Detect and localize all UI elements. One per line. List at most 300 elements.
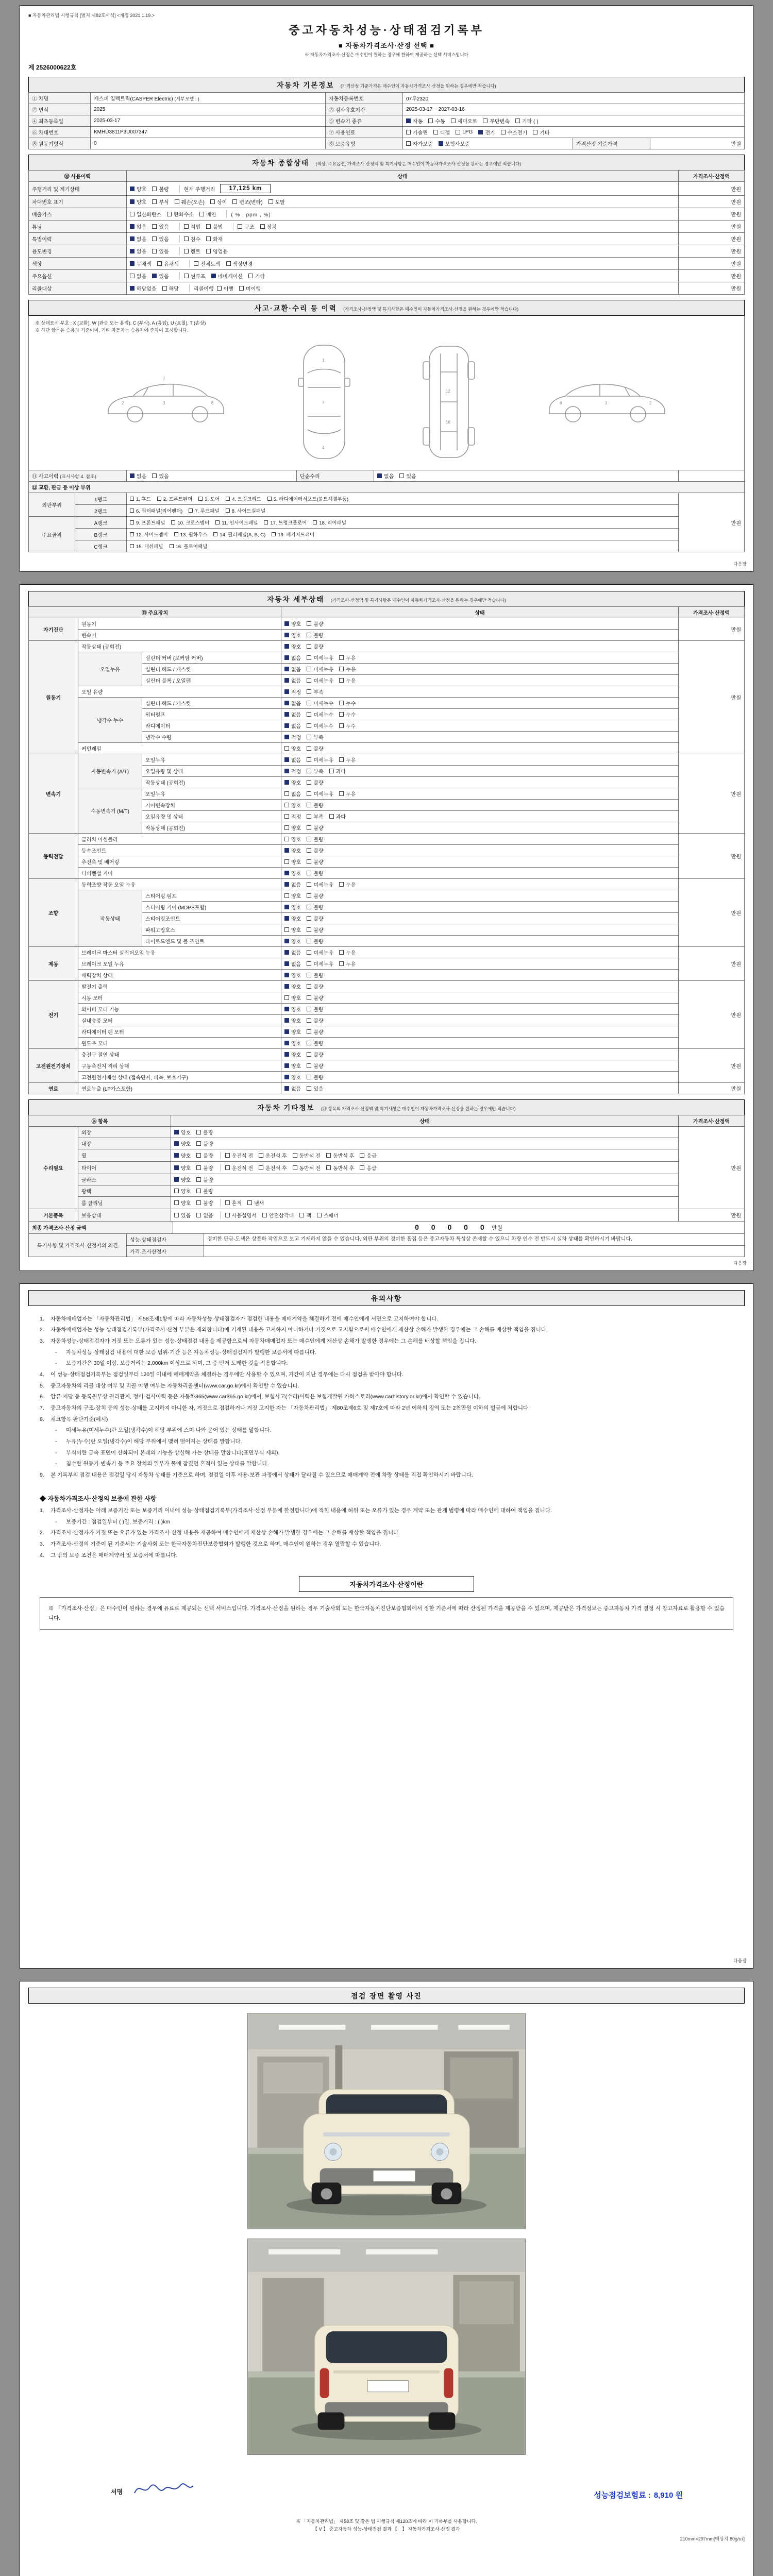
notice-item (55, 1517, 733, 1527)
device-item: 스티어링 기어 (MDPS포함) (142, 902, 281, 913)
checkbox-option[interactable]: 불량 (307, 937, 323, 945)
checkbox-option[interactable]: 불량 (307, 869, 323, 877)
checkbox-option[interactable]: 불량 (196, 1164, 213, 1172)
checkbox-option[interactable]: 기타 (533, 128, 549, 136)
checkbox-option[interactable]: 없음 (284, 722, 301, 730)
exchange-panel-table (28, 481, 745, 552)
panel-item: 9. 프론트패널 (130, 519, 165, 526)
rank-label: 2랭크 (75, 505, 127, 517)
checkbox-option[interactable]: 양호 (284, 824, 301, 832)
checkbox-option[interactable]: 없음 (284, 699, 301, 707)
checkbox-option[interactable]: 전기 (478, 128, 495, 136)
panel-rank-row (29, 540, 745, 552)
checkbox-option[interactable]: 세미오토 (451, 117, 478, 125)
checkbox-option[interactable]: 없음 (130, 235, 146, 243)
checkbox-option[interactable]: 누수 (339, 699, 356, 707)
checkbox-option[interactable]: 냄새 (247, 1199, 264, 1207)
panel-checkbox[interactable] (130, 520, 134, 524)
checkbox-option[interactable]: 양호 (130, 198, 146, 206)
checkbox-option[interactable]: 없음 (284, 790, 301, 798)
unchecked-checkbox-icon (299, 1213, 304, 1217)
unchecked-checkbox-icon (307, 689, 311, 694)
checkbox-option[interactable]: 불량 (307, 642, 323, 650)
device-state (281, 936, 679, 947)
checkbox-option[interactable]: 응급 (360, 1151, 376, 1159)
checkbox-option[interactable]: 매연 (199, 210, 216, 218)
checkbox-option[interactable]: 수소전기 (501, 128, 528, 136)
device-state (281, 766, 679, 777)
checkbox-option[interactable]: 불량 (307, 1028, 323, 1036)
checked-checkbox-icon (284, 1063, 289, 1068)
checkbox-option[interactable]: 불량 (307, 1016, 323, 1024)
checkbox-option[interactable]: 불량 (307, 1039, 323, 1047)
checkbox-option[interactable]: 불량 (307, 846, 323, 854)
checkbox-option[interactable]: LPG (456, 129, 473, 135)
checkbox-option[interactable]: 양호 (174, 1176, 191, 1183)
checkbox-option[interactable]: 화재 (206, 235, 223, 243)
checkbox-option[interactable]: 있음 (399, 472, 416, 480)
checkbox-option[interactable]: 흔적 (225, 1199, 242, 1207)
device-item: 동력조향 작동 오일 누유 (78, 879, 281, 890)
checkbox-option[interactable]: 누유 (339, 790, 356, 798)
car-name: 캐스퍼 일렉트릭(CASPER Electric) (94, 96, 173, 102)
unchecked-checkbox-icon (307, 905, 311, 909)
checkbox-option[interactable]: 있음 (152, 272, 169, 280)
checkbox-option[interactable]: 일산화탄소 (130, 210, 161, 218)
checkbox-option[interactable]: 양호 (174, 1140, 191, 1147)
checkbox-option[interactable]: 색상변경 (226, 260, 253, 267)
notice-number: - (55, 1427, 57, 1434)
checkbox-option[interactable]: 없음 (284, 1084, 301, 1092)
checkbox-option[interactable]: 누유 (339, 880, 356, 888)
checkbox-option[interactable]: 양호 (284, 982, 301, 990)
panel-checkbox[interactable] (264, 520, 268, 524)
checkbox-option[interactable]: 양호 (174, 1187, 191, 1195)
checkbox-option[interactable]: 불법 (206, 223, 223, 230)
checkbox-option[interactable]: 불량 (307, 778, 323, 786)
checkbox-option[interactable]: 있음 (152, 472, 169, 480)
checkbox-option[interactable]: 없음 (130, 272, 146, 280)
checkbox-option[interactable]: 누유 (339, 960, 356, 968)
checkbox-option[interactable]: 없음 (377, 472, 394, 480)
etc-item: 광택 (78, 1185, 171, 1197)
price-cell: 만원 (679, 245, 745, 258)
checkbox-option[interactable]: 불량 (307, 971, 323, 979)
checkbox-option[interactable]: 미세누유 (307, 676, 333, 684)
checkbox-option[interactable]: 양호 (284, 994, 301, 1002)
panel-checkbox[interactable] (267, 497, 272, 501)
device-state (281, 970, 679, 981)
checkbox-option[interactable]: 양호 (284, 642, 301, 650)
checkbox-option[interactable]: 미세누유 (307, 756, 333, 764)
unchecked-checkbox-icon (307, 814, 311, 819)
etc-row (29, 1197, 745, 1209)
checkbox-option[interactable]: 없음 (130, 472, 146, 480)
usage-item: 튜닝 (29, 221, 127, 233)
checkbox-option[interactable]: 자가보증 (406, 140, 433, 147)
panel-checkbox[interactable] (226, 497, 230, 501)
panel-checkbox[interactable] (174, 532, 178, 536)
checkbox-option[interactable]: 불량 (307, 903, 323, 911)
checkbox-option[interactable]: 불량 (307, 835, 323, 843)
panel-checkbox[interactable] (170, 544, 174, 548)
checkbox-option[interactable]: 구조 (238, 223, 254, 230)
unchecked-checkbox-icon (360, 1153, 364, 1158)
checkbox-option[interactable]: 적정 (284, 767, 301, 775)
checkbox-option[interactable]: 불량 (307, 892, 323, 900)
footer-line-2: 【 V 】 중고자동차 성능·상태점검 결과 【 】 자동차가격조사·산정 결과 (313, 2526, 460, 2532)
unchecked-checkbox-icon (307, 995, 311, 1000)
price-cell: 만원 (679, 1049, 745, 1083)
etc-state (171, 1209, 679, 1222)
unchecked-checkbox-icon (307, 735, 311, 739)
svg-text:3: 3 (604, 401, 608, 405)
checkbox-option[interactable]: 없음 (284, 710, 301, 718)
checkbox-option[interactable]: 양호 (284, 835, 301, 843)
unchecked-checkbox-icon (307, 882, 311, 887)
checkbox-option[interactable]: 누유 (339, 654, 356, 662)
checkbox-option[interactable]: 미이행 (239, 284, 261, 292)
page-footer (28, 2518, 745, 2544)
checkbox-option[interactable]: 보험사보증 (439, 140, 470, 147)
checked-checkbox-icon (130, 473, 135, 478)
checkbox-option[interactable]: 불량 (307, 631, 323, 639)
checkbox-option[interactable]: 누유 (339, 665, 356, 673)
checkbox-option[interactable]: 썬루프 (184, 272, 206, 280)
checkbox-option[interactable]: 동반석 후 (326, 1164, 354, 1172)
checked-checkbox-icon (130, 236, 135, 241)
checkbox-option[interactable]: 부족 (307, 767, 323, 775)
checkbox-option[interactable]: 양호 (174, 1164, 191, 1172)
checkbox-option[interactable]: 기타 (248, 272, 265, 280)
detail-row (29, 845, 745, 856)
checkbox-option[interactable]: 불량 (307, 620, 323, 628)
checkbox-option[interactable]: 양호 (284, 971, 301, 979)
checkbox-option[interactable]: 디젤 (433, 128, 450, 136)
checkbox-option[interactable]: 불량 (307, 801, 323, 809)
checkbox-option[interactable]: 잭 (299, 1211, 311, 1219)
checkbox-option[interactable]: 미세누수 (307, 699, 333, 707)
checkbox-option[interactable]: 누유 (339, 948, 356, 956)
checkbox-option[interactable]: 양호 (284, 937, 301, 945)
panel-checkbox[interactable] (130, 532, 134, 536)
checkbox-option[interactable]: 부족 (307, 688, 323, 696)
unchecked-checkbox-icon (284, 814, 289, 819)
section-photos-header (28, 1988, 745, 2004)
checkbox-option[interactable]: 양호 (174, 1128, 191, 1136)
notice-item (55, 1459, 733, 1469)
checkbox-option[interactable]: 불량 (307, 1050, 323, 1058)
checkbox-option[interactable]: 부족 (307, 733, 323, 741)
panel-checkbox[interactable] (130, 544, 134, 548)
pricing-definition-title: 자동차가격조사·산정이란 (299, 1576, 474, 1592)
checkbox-option[interactable]: 적법 (184, 223, 200, 230)
usage-history-row (29, 221, 745, 233)
checkbox-option[interactable]: 사용설명서 (225, 1211, 257, 1219)
next-page-hint: 다음장 (733, 1958, 747, 1963)
checkbox-option[interactable]: 미세누수 (307, 710, 333, 718)
checkbox-option[interactable]: 양호 (284, 1039, 301, 1047)
checkbox-option[interactable]: 상이 (210, 198, 227, 206)
unchecked-checkbox-icon (339, 791, 344, 796)
checkbox-option[interactable]: 불량 (307, 994, 323, 1002)
unchecked-checkbox-icon (307, 1041, 311, 1045)
panel-checkbox[interactable] (215, 520, 220, 524)
checkbox-option[interactable]: 양호 (284, 778, 301, 786)
unchecked-checkbox-icon (232, 199, 237, 204)
checkbox-option[interactable]: 해당없음 (130, 284, 157, 292)
checked-checkbox-icon (174, 1165, 179, 1170)
checkbox-option[interactable]: 누유 (339, 756, 356, 764)
checkbox-option[interactable]: 전체도색 (194, 260, 221, 267)
checkbox-option[interactable]: 기타 ( ) (515, 117, 539, 125)
unchecked-checkbox-icon (360, 1165, 364, 1170)
checkbox-option[interactable]: 양호 (174, 1151, 191, 1159)
checkbox-option[interactable]: 가솔린 (406, 128, 428, 136)
notice-number: 8. (40, 1416, 44, 1422)
checkbox-option[interactable]: 불량 (307, 914, 323, 922)
final-price-label: 최종 가격조사·산정 금액 (29, 1222, 173, 1234)
checkbox-option[interactable]: 무채색 (130, 260, 152, 267)
price-cell: 만원 (679, 1083, 745, 1094)
unchecked-checkbox-icon (307, 950, 311, 955)
checkbox-option[interactable]: 동반석 전 (293, 1164, 321, 1172)
svg-text:4: 4 (322, 446, 325, 450)
checkbox-option[interactable]: 있음 (152, 223, 169, 230)
section-note: (가격조사·산정액 및 특기사항은 매수인이 자동차가격조사·산정을 원하는 경우에만 적습니다) (343, 307, 519, 312)
panel-checkbox[interactable] (313, 520, 317, 524)
panel-checkbox[interactable] (130, 509, 134, 513)
notice-text: 중고자동차의 리콜 대상 여부 및 리콜 이행 여부는 자동차리콜센터(www.car.go.kr)에서 확인할 수 있습니다. (51, 1382, 299, 1389)
col-usage-history: ⑩ 사용이력 (29, 171, 127, 182)
checkbox-option[interactable]: 불량 (307, 1062, 323, 1070)
final-price-amount: 0 0 0 0 0 (415, 1223, 490, 1231)
checkbox-option[interactable]: 불량 (196, 1176, 213, 1183)
device-state (281, 720, 679, 732)
checkbox-option[interactable]: 불량 (196, 1128, 213, 1136)
checkbox-option[interactable]: 없음 (130, 223, 146, 230)
accident-history-table (28, 470, 745, 482)
checkbox-option[interactable]: 없음 (284, 756, 301, 764)
checkbox-option[interactable]: 있음 (152, 247, 169, 255)
panel-checkbox[interactable] (272, 532, 276, 536)
main-frame-group: 주요골격 (29, 517, 75, 552)
checkbox-option[interactable]: 양호 (284, 903, 301, 911)
checkbox-option[interactable]: 스패너 (317, 1211, 339, 1219)
checkbox-option[interactable]: 미세누유 (307, 790, 333, 798)
checkbox-option[interactable]: 동반석 후 (326, 1151, 354, 1159)
checkbox-option[interactable]: 탄화수소 (167, 210, 194, 218)
checkbox-option[interactable]: 과다 (329, 812, 346, 820)
checkbox-option[interactable]: 누수 (339, 722, 356, 730)
panel-checkbox[interactable] (213, 532, 217, 536)
checkbox-option[interactable]: 불량 (307, 982, 323, 990)
checkbox-option[interactable]: 적정 (284, 812, 301, 820)
checkbox-option[interactable]: 양호 (284, 1073, 301, 1081)
checkbox-option[interactable]: 해당 (162, 284, 179, 292)
checkbox-option[interactable]: 적정 (284, 733, 301, 741)
notice-text: 자동차매매업자는 성능·상태점검기록부(가격조사·산정 부분은 제외합니다)에 기재된 내용을 고지하지 아니하거나 거짓으로 고지함으로써 매수인에게 재산상 손해가 발생한 경우에는 그 손해를 배상할 책임을 집니다. (51, 1327, 548, 1333)
section-detail-header (28, 591, 745, 607)
panel-checkbox[interactable] (198, 497, 203, 501)
price-cell: 만원 (679, 182, 745, 196)
checkbox-option[interactable]: 없음 (284, 654, 301, 662)
checkbox-option[interactable]: 불량 (307, 1073, 323, 1081)
checkbox-option[interactable]: 훼손(오손) (175, 198, 205, 206)
device-item: 시동 모터 (78, 992, 281, 1004)
checkbox-option[interactable]: 없음 (284, 880, 301, 888)
state-prefix: 현재 주행거리 (183, 187, 215, 193)
price-cell: 만원 (679, 981, 745, 1049)
checkbox-option[interactable]: 양호 (284, 744, 301, 752)
notice-item (40, 1370, 733, 1380)
checkbox-option[interactable]: 운전석 후 (259, 1164, 287, 1172)
device-state (281, 811, 679, 822)
panel-checkbox[interactable] (171, 520, 175, 524)
checkbox-option[interactable]: 자동 (406, 117, 423, 125)
checkbox-option[interactable]: 변조(변타) (232, 198, 262, 206)
checkbox-option[interactable]: 장치 (260, 223, 277, 230)
checkbox-option[interactable]: 적정 (284, 688, 301, 696)
checkbox-option[interactable]: 양호 (284, 1005, 301, 1013)
checkbox-option[interactable]: 양호 (284, 1016, 301, 1024)
checkbox-option[interactable]: 불량 (307, 926, 323, 934)
checkbox-option[interactable]: 운전석 전 (225, 1164, 253, 1172)
checkbox-option[interactable]: 양호 (284, 892, 301, 900)
checkbox-option[interactable]: 응급 (360, 1164, 376, 1172)
checkbox-option[interactable]: 불량 (196, 1151, 213, 1159)
checkbox-option[interactable]: 도말 (268, 198, 285, 206)
checkbox-option[interactable]: 누수 (339, 710, 356, 718)
panel-checkbox[interactable] (130, 497, 134, 501)
notice-item (55, 1448, 733, 1458)
checked-checkbox-icon (174, 1153, 179, 1158)
checkbox-option[interactable]: 렌트 (184, 247, 200, 255)
checkbox-option[interactable]: 운전석 전 (225, 1151, 253, 1159)
checkbox-option[interactable]: 과다 (329, 767, 346, 775)
notice-text: 침수란 원동기·변속기 등 주요 장치의 일부가 물에 잠겼던 흔적이 있는 상태를 말합니다. (66, 1461, 269, 1467)
unchecked-checkbox-icon (307, 1029, 311, 1034)
checkbox-option[interactable]: 불량 (307, 824, 323, 832)
checkbox-option[interactable]: 없음 (284, 665, 301, 673)
inspection-period: 2025-03-17 ~ 2027-03-16 (406, 107, 465, 112)
checkbox-option[interactable]: 양호 (284, 1062, 301, 1070)
checkbox-option[interactable]: 없음 (284, 676, 301, 684)
checkbox-option[interactable]: 이행 (217, 284, 233, 292)
checkbox-option[interactable]: 양호 (284, 926, 301, 934)
checkbox-option[interactable]: 있음 (152, 235, 169, 243)
next-page-hint: 다음장 (733, 562, 747, 567)
unchecked-checkbox-icon (339, 723, 344, 728)
checkbox-option[interactable]: 양호 (284, 1050, 301, 1058)
checkbox-option[interactable]: 미세누유 (307, 960, 333, 968)
unchecked-checkbox-icon (175, 199, 179, 204)
unchecked-checkbox-icon (194, 261, 198, 266)
price-cell: 만원 (679, 270, 745, 282)
device-item: 와이퍼 모터 기능 (78, 1004, 281, 1015)
checkbox-option[interactable]: 없음 (196, 1211, 213, 1219)
basic-info-table (28, 92, 745, 149)
warranty-options (403, 138, 573, 149)
device-state (281, 1083, 679, 1094)
checkbox-option[interactable]: 누유 (339, 676, 356, 684)
checkbox-option[interactable]: 양호 (284, 869, 301, 877)
checkbox-option[interactable]: 있음 (174, 1211, 191, 1219)
checkbox-option[interactable]: 없음 (130, 247, 146, 255)
checkbox-option[interactable]: 불량 (152, 185, 169, 193)
detail-row (29, 958, 745, 970)
checkbox-option[interactable]: 없음 (284, 960, 301, 968)
checkbox-option[interactable]: 미세누유 (307, 948, 333, 956)
checkbox-option[interactable]: 없음 (284, 948, 301, 956)
checkbox-option[interactable]: 있음 (307, 1084, 323, 1092)
unchecked-checkbox-icon (339, 882, 344, 887)
usage-item: 특별이력 (29, 233, 127, 245)
checkbox-option[interactable]: 불량 (196, 1140, 213, 1147)
checkbox-option[interactable]: 양호 (284, 858, 301, 866)
price-cell: 만원 (679, 208, 745, 221)
checked-checkbox-icon (284, 723, 289, 728)
checkbox-option[interactable]: 양호 (284, 620, 301, 628)
device-state (281, 845, 679, 856)
checkbox-option[interactable]: 미세누수 (307, 722, 333, 730)
checkbox-option[interactable]: 침수 (184, 235, 200, 243)
checkbox-option[interactable]: 양호 (284, 631, 301, 639)
checkbox-option[interactable]: 수동 (428, 117, 445, 125)
checkbox-option[interactable]: 불량 (196, 1199, 213, 1207)
unchecked-checkbox-icon (307, 621, 311, 626)
usage-item: 주행거리 및 계기상태 (29, 182, 127, 196)
section-basic-header (28, 77, 745, 93)
usage-state (127, 182, 679, 196)
checkbox-option[interactable]: 불량 (307, 1005, 323, 1013)
checkbox-option[interactable]: 양호 (174, 1199, 191, 1207)
checkbox-option[interactable]: 양호 (284, 1028, 301, 1036)
checkbox-option[interactable]: 불량 (307, 744, 323, 752)
checkbox-option[interactable]: 미세누유 (307, 665, 333, 673)
checkbox-option[interactable]: 무단변속 (483, 117, 510, 125)
checkbox-option[interactable]: 안전삼각대 (262, 1211, 294, 1219)
device-item: 실린더 커버 (로커암 커버) (142, 652, 281, 664)
panel-checkbox[interactable] (189, 509, 193, 513)
checkbox-option[interactable]: 네비게이션 (211, 272, 243, 280)
checkbox-option[interactable]: 양호 (284, 846, 301, 854)
checkbox-option[interactable]: 부족 (307, 812, 323, 820)
device-group: 자기진단 (29, 618, 78, 641)
checkbox-option[interactable]: 부식 (152, 198, 169, 206)
checkbox-option[interactable]: 미세누유 (307, 880, 333, 888)
checkbox-option[interactable]: 동반석 전 (293, 1151, 321, 1159)
checkbox-option[interactable]: 불량 (307, 858, 323, 866)
checkbox-option[interactable]: 영업용 (206, 247, 228, 255)
price-cell: 만원 (679, 282, 745, 295)
panel-checkbox[interactable] (157, 497, 161, 501)
checkbox-option[interactable]: 양호 (284, 914, 301, 922)
device-state (281, 630, 679, 641)
checkbox-option[interactable]: 유채색 (157, 260, 179, 267)
checkbox-option[interactable]: 양호 (284, 801, 301, 809)
checkbox-option[interactable]: 불량 (196, 1187, 213, 1195)
checkbox-option[interactable]: 미세누유 (307, 654, 333, 662)
device-item: 작동상태 (공회전) (142, 822, 281, 834)
unchecked-checkbox-icon (329, 814, 334, 819)
panel-items (127, 540, 679, 552)
device-item: 실린더 헤드 / 개스킷 (142, 664, 281, 675)
checkbox-option[interactable]: 양호 (130, 185, 146, 193)
panel-checkbox[interactable] (226, 509, 230, 513)
checkbox-option[interactable]: 운전석 후 (259, 1151, 287, 1159)
unchecked-checkbox-icon (196, 1165, 201, 1170)
